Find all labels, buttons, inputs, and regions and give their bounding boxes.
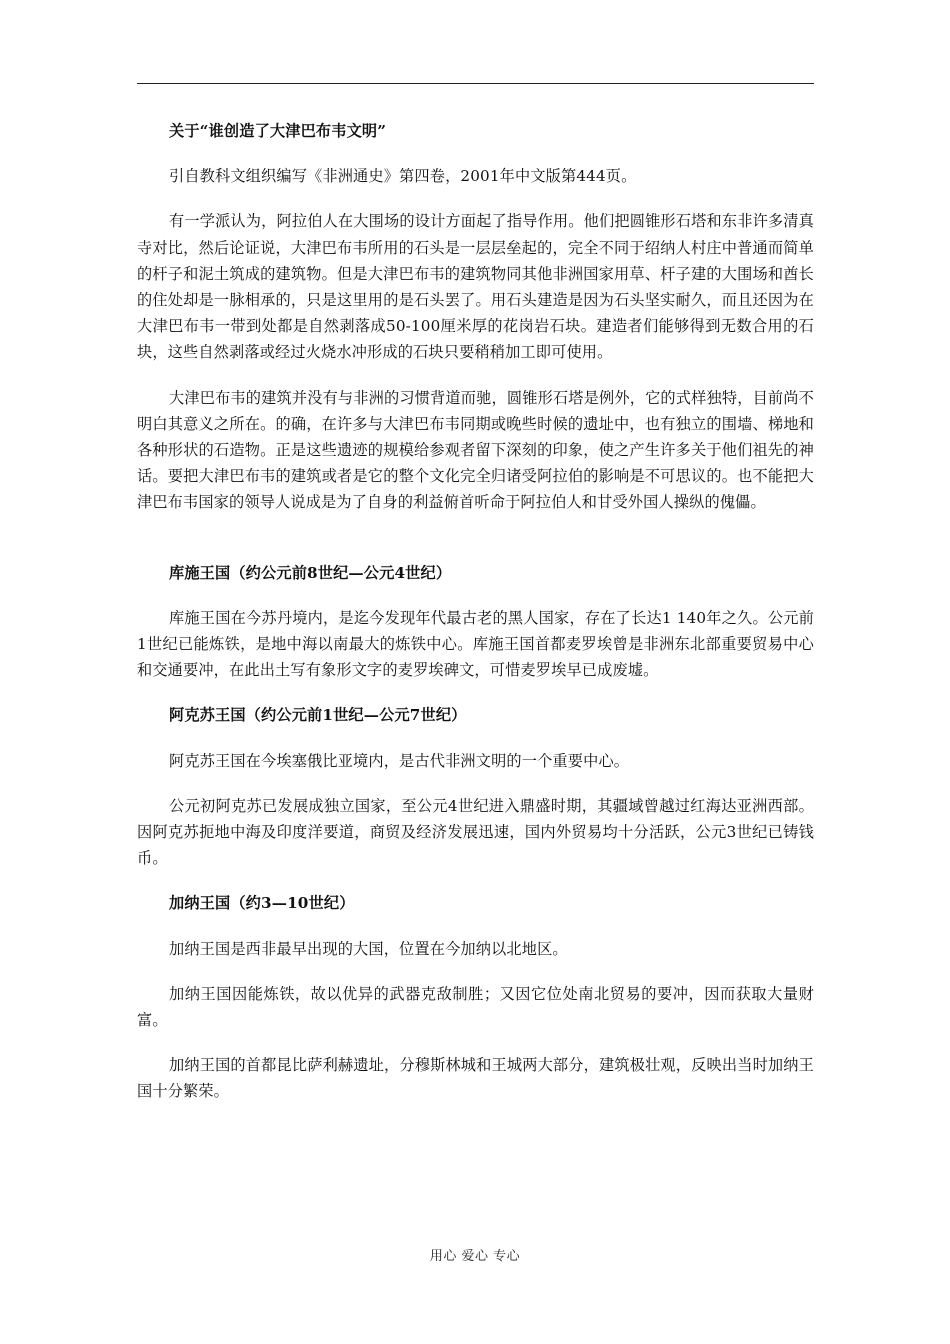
section-heading: 阿克苏王国（约公元前1世纪—公元7世纪） bbox=[169, 706, 467, 725]
paragraph: 大津巴布韦的建筑并没有与非洲的习惯背道而驰，圆锥形石塔是例外，它的式样独特，目前尚不明白其意义之所在。的确，在许多与大津巴布韦同期或晚些时候的遗址中，也有独立的围墙、梯地和各种形状的石造物。正是这些遗迹的规模给参观者留下深刻的印象，使之产生许多关于他们祖先的神话。要把大津巴布韦的建筑或者是它的整个文化完全归诸受阿拉伯的影响是不可思议的。也不能把大津巴布韦国家的领导人说成是为了自身的利益俯首听命于阿拉伯人和甘受外国人操纵的傀儡。 bbox=[137, 388, 814, 512]
document-body bbox=[137, 118, 814, 1124]
paragraph: 加纳王国因能炼铁，故以优异的武器克敌制胜；又因它位处南北贸易的要冲，因而获取大量财富。 bbox=[137, 984, 814, 1030]
paragraph: 公元初阿克苏已发展成独立国家，至公元4世纪进入鼎盛时期，其疆域曾越过红海达亚洲西部。因阿克苏扼地中海及印度洋要道，商贸及经济发展迅速，国内外贸易均十分活跃，公元3世纪已铸钱币。 bbox=[137, 796, 814, 868]
paragraph: 有一学派认为，阿拉伯人在大围场的设计方面起了指导作用。他们把圆锥形石塔和东非许多清真寺对比，然后论证说，大津巴布韦所用的石头是一层层垒起的，完全不同于绍纳人村庄中普通而简单的杆子和泥土筑成的建筑物。但是大津巴布韦的建筑物同其他非洲国家用草、杆子建的大围场和酋长的住处却是一脉相承的，只是这里用的是石头罢了。用石头建造是因为石头坚实耐久，而且还因为在大津巴布韦一带到处都是自然剥落成50-100厘米厚的花岗岩石块。建造者们能够得到无数合用的石块，这些自然剥落或经过火烧水冲形成的石块只要稍稍加工即可使用。 bbox=[137, 212, 814, 362]
section-heading: 加纳王国（约3—10世纪） bbox=[169, 894, 355, 913]
paragraph: 引自教科文组织编写《非洲通史》第四卷，2001年中文版第444页。 bbox=[169, 167, 637, 186]
section-heading: 关于“谁创造了大津巴布韦文明” bbox=[169, 122, 387, 140]
header-rule bbox=[137, 83, 814, 84]
paragraph: 加纳王国的首都昆比萨利赫遗址，分穆斯林城和王城两大部分，建筑极壮观，反映出当时加纳王国十分繁荣。 bbox=[137, 1056, 814, 1101]
section-heading: 库施王国（约公元前8世纪—公元4世纪） bbox=[169, 563, 452, 582]
paragraph: 加纳王国是西非最早出现的大国，位置在今加纳以北地区。 bbox=[169, 939, 568, 958]
paragraph: 阿克苏王国在今埃塞俄比亚境内，是古代非洲文明的一个重要中心。 bbox=[169, 751, 630, 770]
paragraph: 库施王国在今苏丹境内，是迄今发现年代最古老的黑人国家，存在了长达1 140年之久。公元前1世纪已能炼铁，是地中海以南最大的炼铁中心。库施王国首都麦罗埃曾是非洲东北部重要贸易中心和交通要冲，在此出土写有象形文字的麦罗埃碑文，可惜麦罗埃早已成废墟。 bbox=[137, 608, 814, 680]
page-footer: 用心 爱心 专心 bbox=[429, 1249, 521, 1264]
